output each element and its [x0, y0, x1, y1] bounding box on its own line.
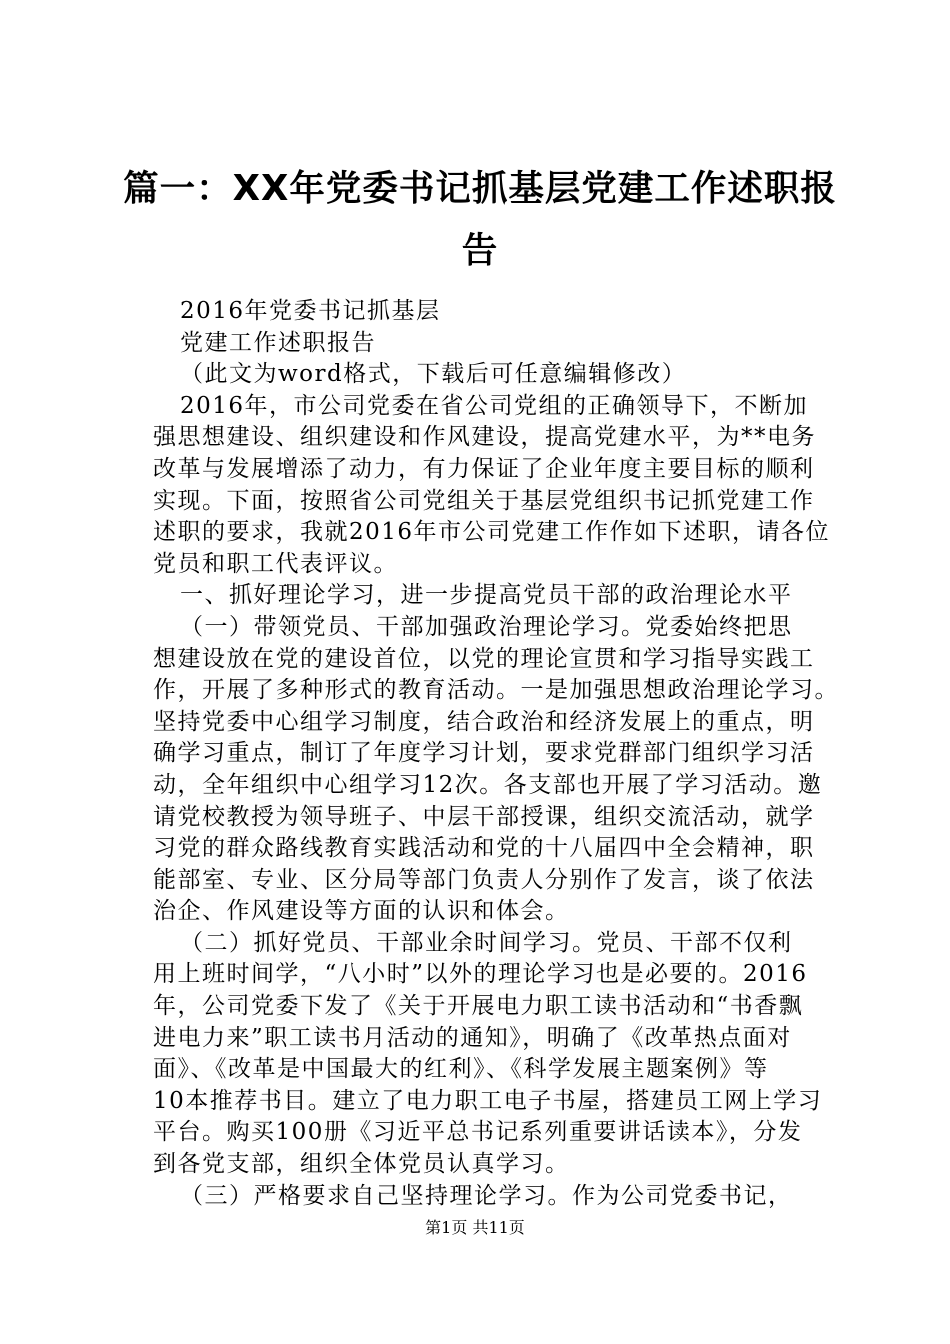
body-line: 一、抓好理论学习，进一步提高党员干部的政治理论水平 [180, 582, 793, 609]
body-line: （此文为word格式，下载后可任意编辑修改） [180, 361, 687, 388]
body-line: 能部室、专业、区分局等部门负责人分别作了发言，谈了依法 [153, 866, 815, 893]
body-line: （三）严格要求自己坚持理论学习。作为公司党委书记， [180, 1182, 793, 1209]
page-footer: 第1页 共11页 [425, 1218, 525, 1237]
body-line: 治企、作风建设等方面的认识和体会。 [153, 898, 570, 925]
body-line: 强思想建设、组织建设和作风建设，提高党建水平，为**电务 [153, 424, 816, 451]
body-line: 10本推荐书目。建立了电力职工电子书屋，搭建员工网上学习 [153, 1087, 823, 1114]
body-line: 2016年，市公司党委在省公司党组的正确领导下，不断加 [180, 392, 809, 419]
body-line: 作，开展了多种形式的教育活动。一是加强思想政治理论学习。 [153, 677, 839, 704]
body-line: 进电力来”职工读书月活动的通知》，明确了《改革热点面对 [153, 1024, 792, 1051]
title-line-1: 篇一：XX年党委书记抓基层党建工作述职报 [123, 168, 837, 209]
body-line: 述职的要求，我就2016年市公司党建工作作如下述职，请各位 [153, 519, 831, 546]
body-line: 党员和职工代表评议。 [153, 550, 398, 577]
body-line: 改革与发展增添了动力，有力保证了企业年度主要目标的顺利 [153, 455, 815, 482]
body-line: 2016年党委书记抓基层 [180, 298, 441, 324]
body-line: 习党的群众路线教育实践活动和党的十八届四中全会精神，职 [153, 835, 815, 862]
body-line: 请党校教授为领导班子、中层干部授课，组织交流活动，就学 [153, 803, 815, 830]
body-line: 年，公司党委下发了《关于开展电力职工读书活动和“书香飘 [153, 993, 804, 1020]
body-line: 平台。购买100册《习近平总书记系列重要讲话读本》，分发 [153, 1119, 803, 1146]
body-line: 动，全年组织中心组学习12次。各支部也开展了学习活动。邀 [153, 771, 823, 798]
body-line: 用上班时间学，“八小时”以外的理论学习也是必要的。2016 [153, 961, 808, 988]
body-line: 想建设放在党的建设首位，以党的理论宣贯和学习指导实践工 [153, 645, 815, 672]
body-line: 确学习重点，制订了年度学习计划，要求党群部门组织学习活 [153, 740, 815, 767]
body-line: （二）抓好党员、干部业余时间学习。党员、干部不仅利 [180, 929, 793, 956]
document-title [120, 158, 840, 282]
document-body [153, 296, 853, 1212]
body-line: 实现。下面，按照省公司党组关于基层党组织书记抓党建工作 [153, 487, 815, 514]
body-line: 坚持党委中心组学习制度，结合政治和经济发展上的重点，明 [153, 708, 815, 735]
title-line-2: 告 [461, 230, 499, 271]
body-line: （一）带领党员、干部加强政治理论学习。党委始终把思 [180, 613, 793, 640]
body-line: 到各党支部，组织全体党员认真学习。 [153, 1151, 570, 1178]
body-line: 党建工作述职报告 [180, 329, 376, 356]
body-line: 面》、《改革是中国最大的红利》、《科学发展主题案例》等 [153, 1056, 769, 1083]
